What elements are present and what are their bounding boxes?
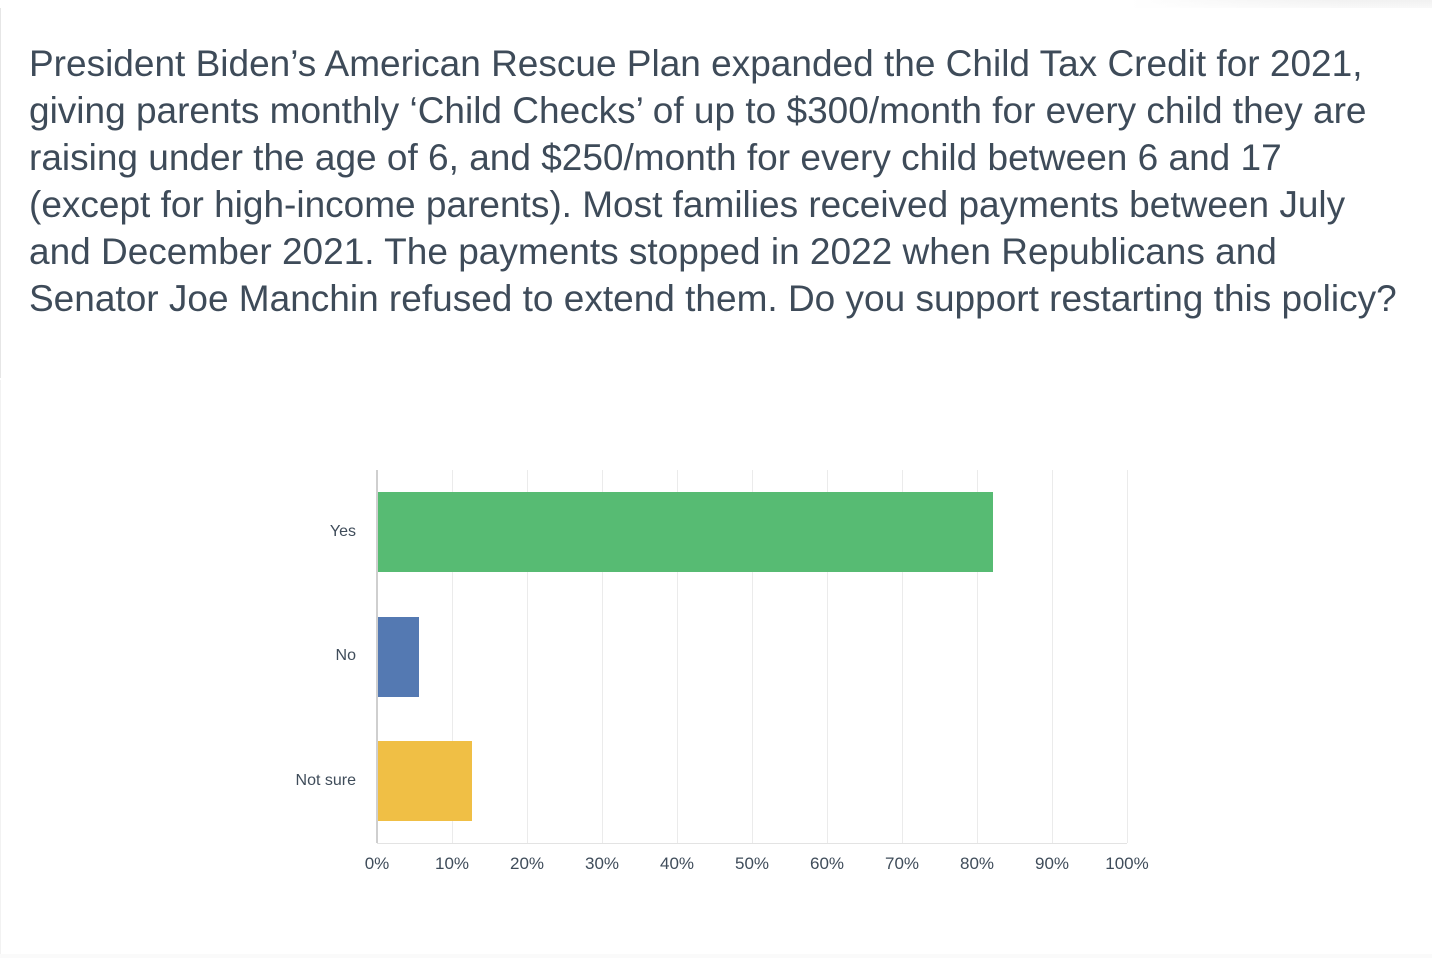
x-axis-tick-label: 80% bbox=[959, 854, 995, 873]
x-axis-tick-label: 30% bbox=[584, 854, 620, 873]
category-label-not-sure: Not sure bbox=[295, 771, 356, 789]
x-axis-tick-label: 100% bbox=[1105, 854, 1149, 873]
bar-no[interactable] bbox=[378, 617, 419, 697]
x-axis-tick-label: 70% bbox=[884, 854, 920, 873]
x-axis-tick-label: 50% bbox=[734, 854, 770, 873]
gridline bbox=[1052, 470, 1053, 843]
gridline bbox=[1127, 470, 1128, 843]
category-label-no: No bbox=[335, 647, 356, 665]
x-axis-tick-label: 90% bbox=[1034, 854, 1070, 873]
bottom-edge-strip bbox=[0, 954, 1432, 958]
bar-yes[interactable] bbox=[378, 492, 993, 572]
x-axis-tick-label: 0% bbox=[364, 854, 390, 873]
poll-results-bar-chart bbox=[0, 470, 1432, 900]
x-axis-tick-label: 60% bbox=[809, 854, 845, 873]
category-label-yes: Yes bbox=[329, 523, 356, 541]
poll-question-card bbox=[0, 8, 1432, 378]
percent-axis bbox=[364, 854, 1149, 880]
x-axis-tick-label: 40% bbox=[659, 854, 695, 873]
category-axis bbox=[0, 470, 356, 843]
x-axis-tick-label: 20% bbox=[509, 854, 545, 873]
bar-not-sure[interactable] bbox=[378, 741, 472, 821]
x-axis-tick-label: 10% bbox=[434, 854, 470, 873]
chart-plot-area bbox=[377, 470, 1127, 844]
poll-question-text: President Biden’s American Rescue Plan expanded the Child Tax Credit for 2021, giving parents monthly ‘Child Checks’ of up to $300/month for every child they are raising under the age of 6, and $250/month for every child between 6 and 17 (except for high-income parents). Most families received payments between July and December 2021. The payments stopped in 2022 when Republicans and Senator Joe Manchin refused to extend them. Do you support restarting this policy? bbox=[29, 43, 1397, 319]
